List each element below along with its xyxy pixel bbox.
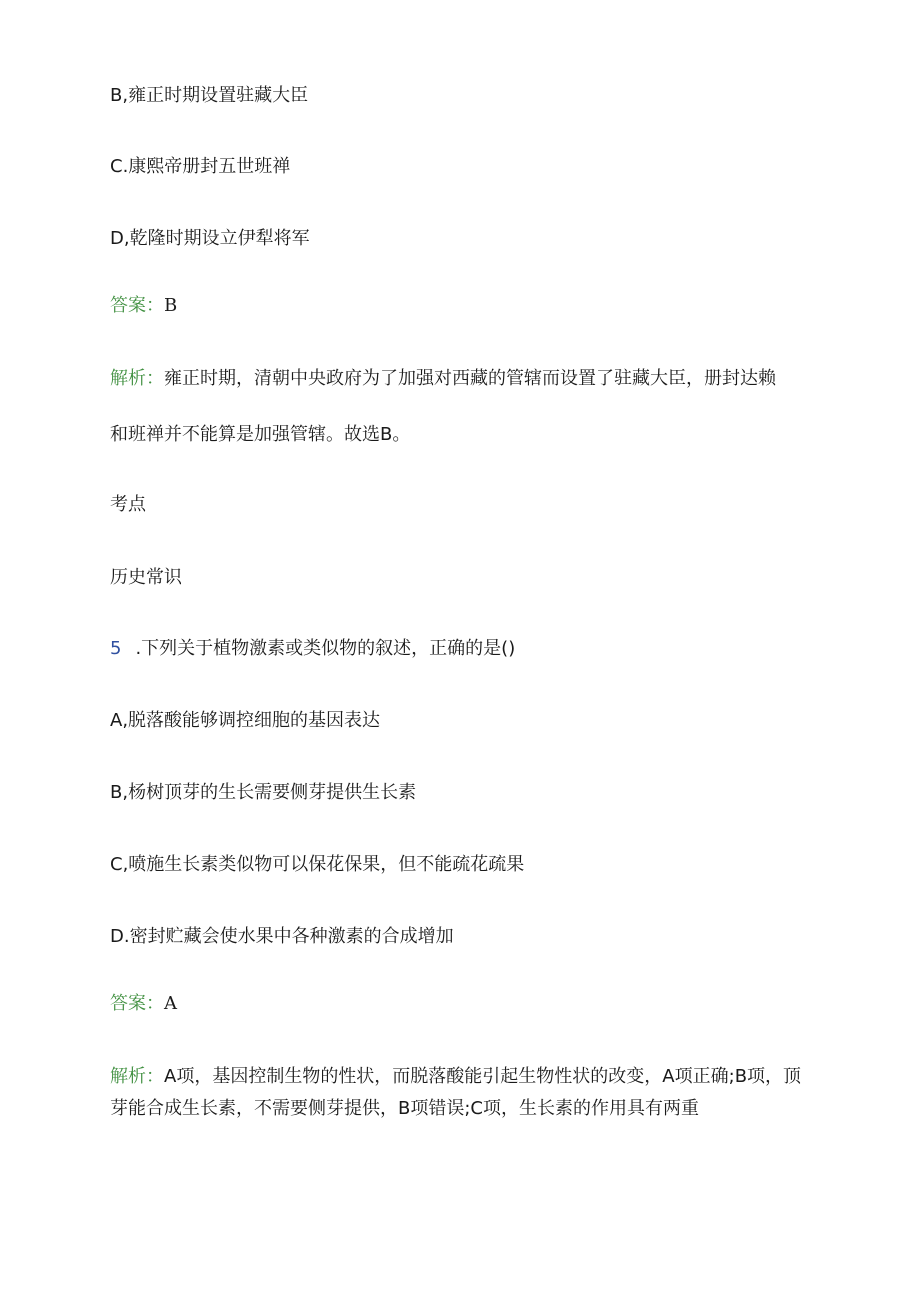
q4-option-c: C.康熙帝册封五世班禅	[110, 156, 291, 177]
q5-option-d: D.密封贮藏会使水果中各种激素的合成增加	[110, 926, 454, 947]
q4-analysis-text-1: 雍正时期，清朝中央政府为了加强对西藏的管辖而设置了驻藏大臣，册封达赖	[164, 368, 776, 389]
q5-option-a: A,脱落酸能够调控细胞的基因表达	[110, 710, 381, 731]
q4-answer-label: 答案：	[110, 295, 164, 316]
q5-analysis-line-2: 芽能合成生长素，不需要侧芽提供，B项错误;C项，生长素的作用具有两重	[110, 1098, 699, 1119]
q5-number: 5	[110, 638, 122, 659]
q4-answer-value: B	[164, 295, 178, 316]
knowledge-label: 考点	[110, 494, 146, 515]
q5-answer	[110, 992, 177, 1016]
q5-option-b: B,杨树顶芽的生长需要侧芽提供生长素	[110, 782, 417, 803]
q5-answer-value: A	[164, 993, 177, 1014]
q5-answer-label: 答案：	[110, 993, 164, 1014]
q5-analysis-text-1: A项，基因控制生物的性状，而脱落酸能引起生物性状的改变，A项正确;B项，顶	[164, 1066, 802, 1087]
q4-analysis-label: 解析：	[110, 368, 164, 389]
q4-option-b: B,雍正时期设置驻藏大臣	[110, 85, 309, 106]
q4-option-d: D,乾隆时期设立伊犁将军	[110, 228, 310, 249]
q5-analysis-label: 解析：	[110, 1066, 164, 1087]
q5-analysis-line-1	[110, 1065, 801, 1089]
q5-stem	[110, 637, 515, 661]
q4-analysis-line-2: 和班禅并不能算是加强管辖。故选B。	[110, 424, 411, 445]
q4-analysis-line-1	[110, 367, 776, 391]
q4-answer	[110, 294, 177, 318]
q5-option-c: C,喷施生长素类似物可以保花保果，但不能疏花疏果	[110, 854, 525, 875]
knowledge-value: 历史常识	[110, 567, 182, 588]
q5-stem-text: .下列关于植物激素或类似物的叙述，正确的是()	[135, 638, 516, 659]
